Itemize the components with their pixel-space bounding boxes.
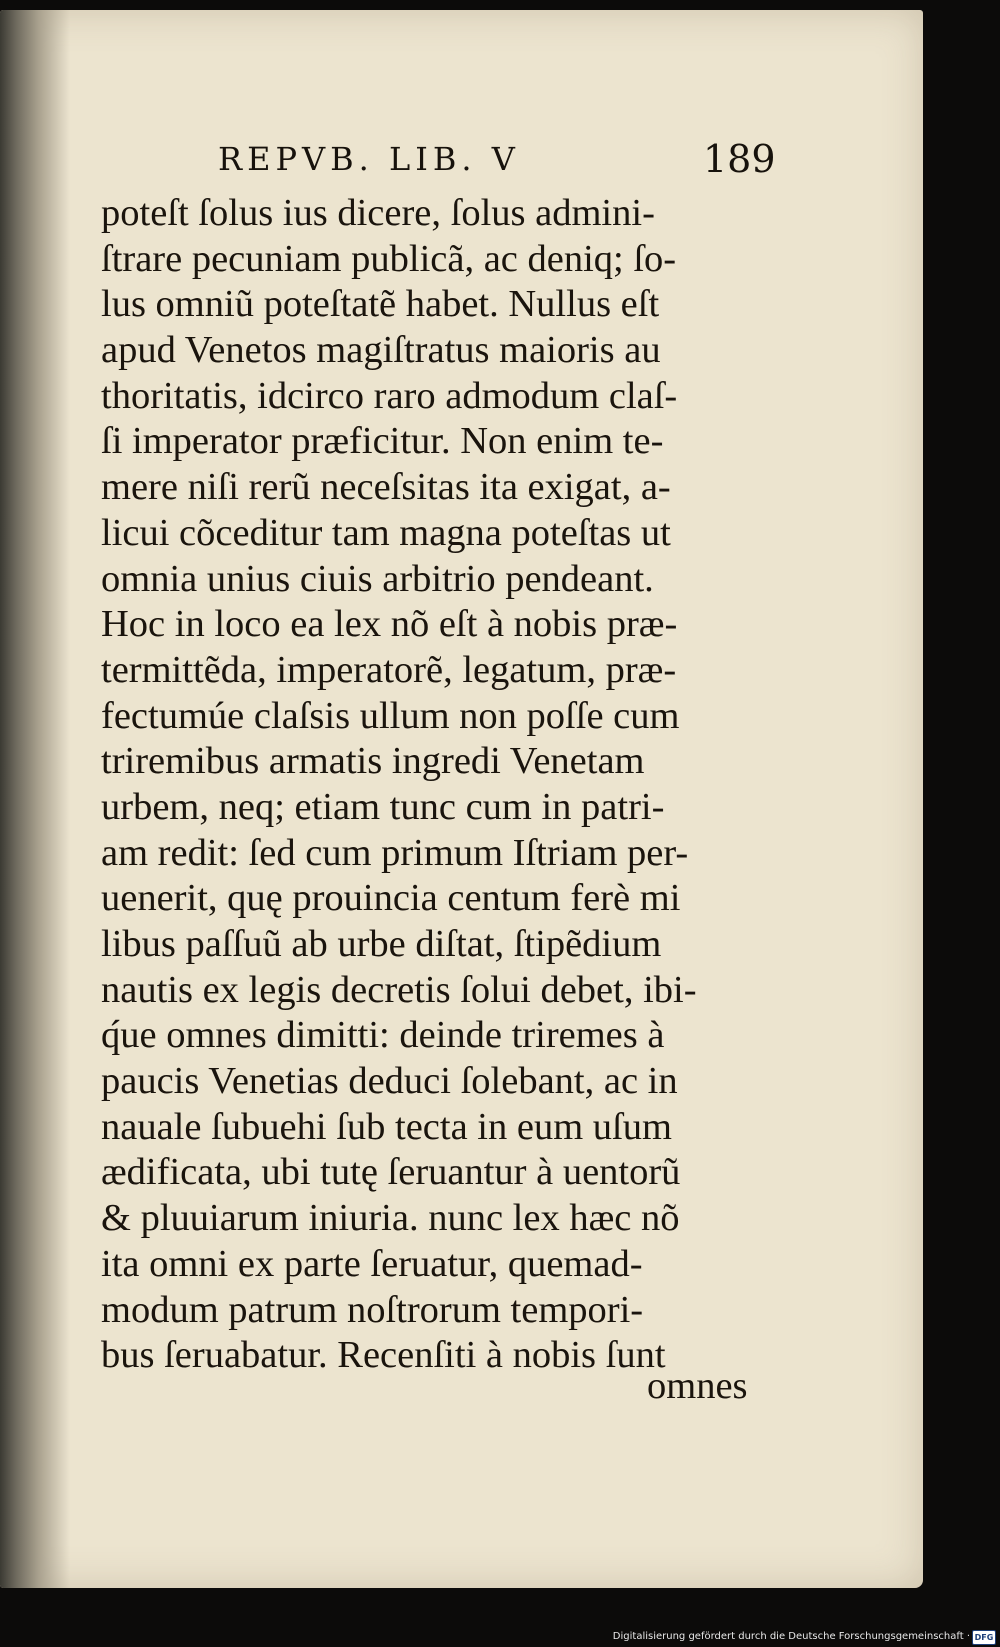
text-line: urbem, neq; etiam tunc cum in patri- [101, 785, 665, 828]
text-line: & pluuiarum iniuria. nunc lex hæc nõ [101, 1197, 680, 1240]
text-line: lus omniũ poteſtatẽ habet. Nullus eſt [101, 283, 660, 326]
page-header [218, 136, 788, 182]
text-line: licui cõceditur tam magna poteſtas ut [101, 511, 671, 554]
text-line: poteſt ſolus ius dicere, ſolus admini- [101, 192, 655, 234]
text-line: fectumúe claſsis ullum non poſſe cum [101, 694, 680, 737]
running-title: REPVB. LIB. V [218, 140, 520, 178]
text-line: ſi imperator præficitur. Non enim te- [101, 420, 664, 463]
text-line: Hoc in loco ea lex nõ eſt à nobis præ- [101, 603, 678, 646]
text-line: q́ue omnes dimitti: deinde triremes à [101, 1014, 665, 1057]
text-line: modum patrum noſtrorum tempori- [101, 1288, 644, 1331]
text-line: ædificata, ubi tutę ſeruantur à uentorũ [101, 1151, 681, 1194]
text-line: omnia unius ciuis arbitrio pendeant. [101, 557, 654, 600]
text-line: termittẽda, imperatorẽ, legatum, præ- [101, 648, 677, 691]
catchword: omnes [647, 1365, 748, 1407]
text-line: bus ſeruabatur. Recenſiti à nobis ſunt [101, 1334, 666, 1377]
text-line: ſtrare pecuniam publicã, ac deniq; ſo- [101, 237, 677, 280]
funding-note: Digitalisierung gefördert durch die Deutsche Forschungsgemeinschaft · [612, 1631, 970, 1642]
book-page [0, 10, 923, 1588]
page-number: 189 [703, 137, 776, 181]
text-line: thoritatis, idcirco raro admodum claſ- [101, 374, 678, 417]
text-line: triremibus armatis ingredi Venetam [101, 740, 645, 783]
text-line: paucis Venetias deduci ſolebant, ac in [101, 1060, 678, 1103]
digitization-footer [0, 1627, 1000, 1647]
text-line: apud Venetos magiſtratus maioris au [101, 329, 661, 372]
page-gutter-shadow [0, 10, 70, 1588]
text-line: ita omni ex parte ſeruatur, quemad- [101, 1242, 643, 1285]
text-line: nauale ſubuehi ſub tecta in eum uſum [101, 1105, 672, 1148]
text-line: nautis ex legis decretis ſolui debet, ibi- [101, 968, 697, 1011]
text-line: libus paſſuũ ab urbe diſtat, ſtipẽdium [101, 923, 662, 965]
text-line: am redit: ſed cum primum Iſtriam per- [101, 831, 689, 874]
text-line: uenerit, quę prouincia centum ferè mi [101, 877, 681, 920]
text-line: mere niſi rerũ neceſsitas ita exigat, a- [101, 466, 671, 509]
dfg-logo: DFG [972, 1630, 996, 1645]
body-text [101, 191, 781, 1379]
